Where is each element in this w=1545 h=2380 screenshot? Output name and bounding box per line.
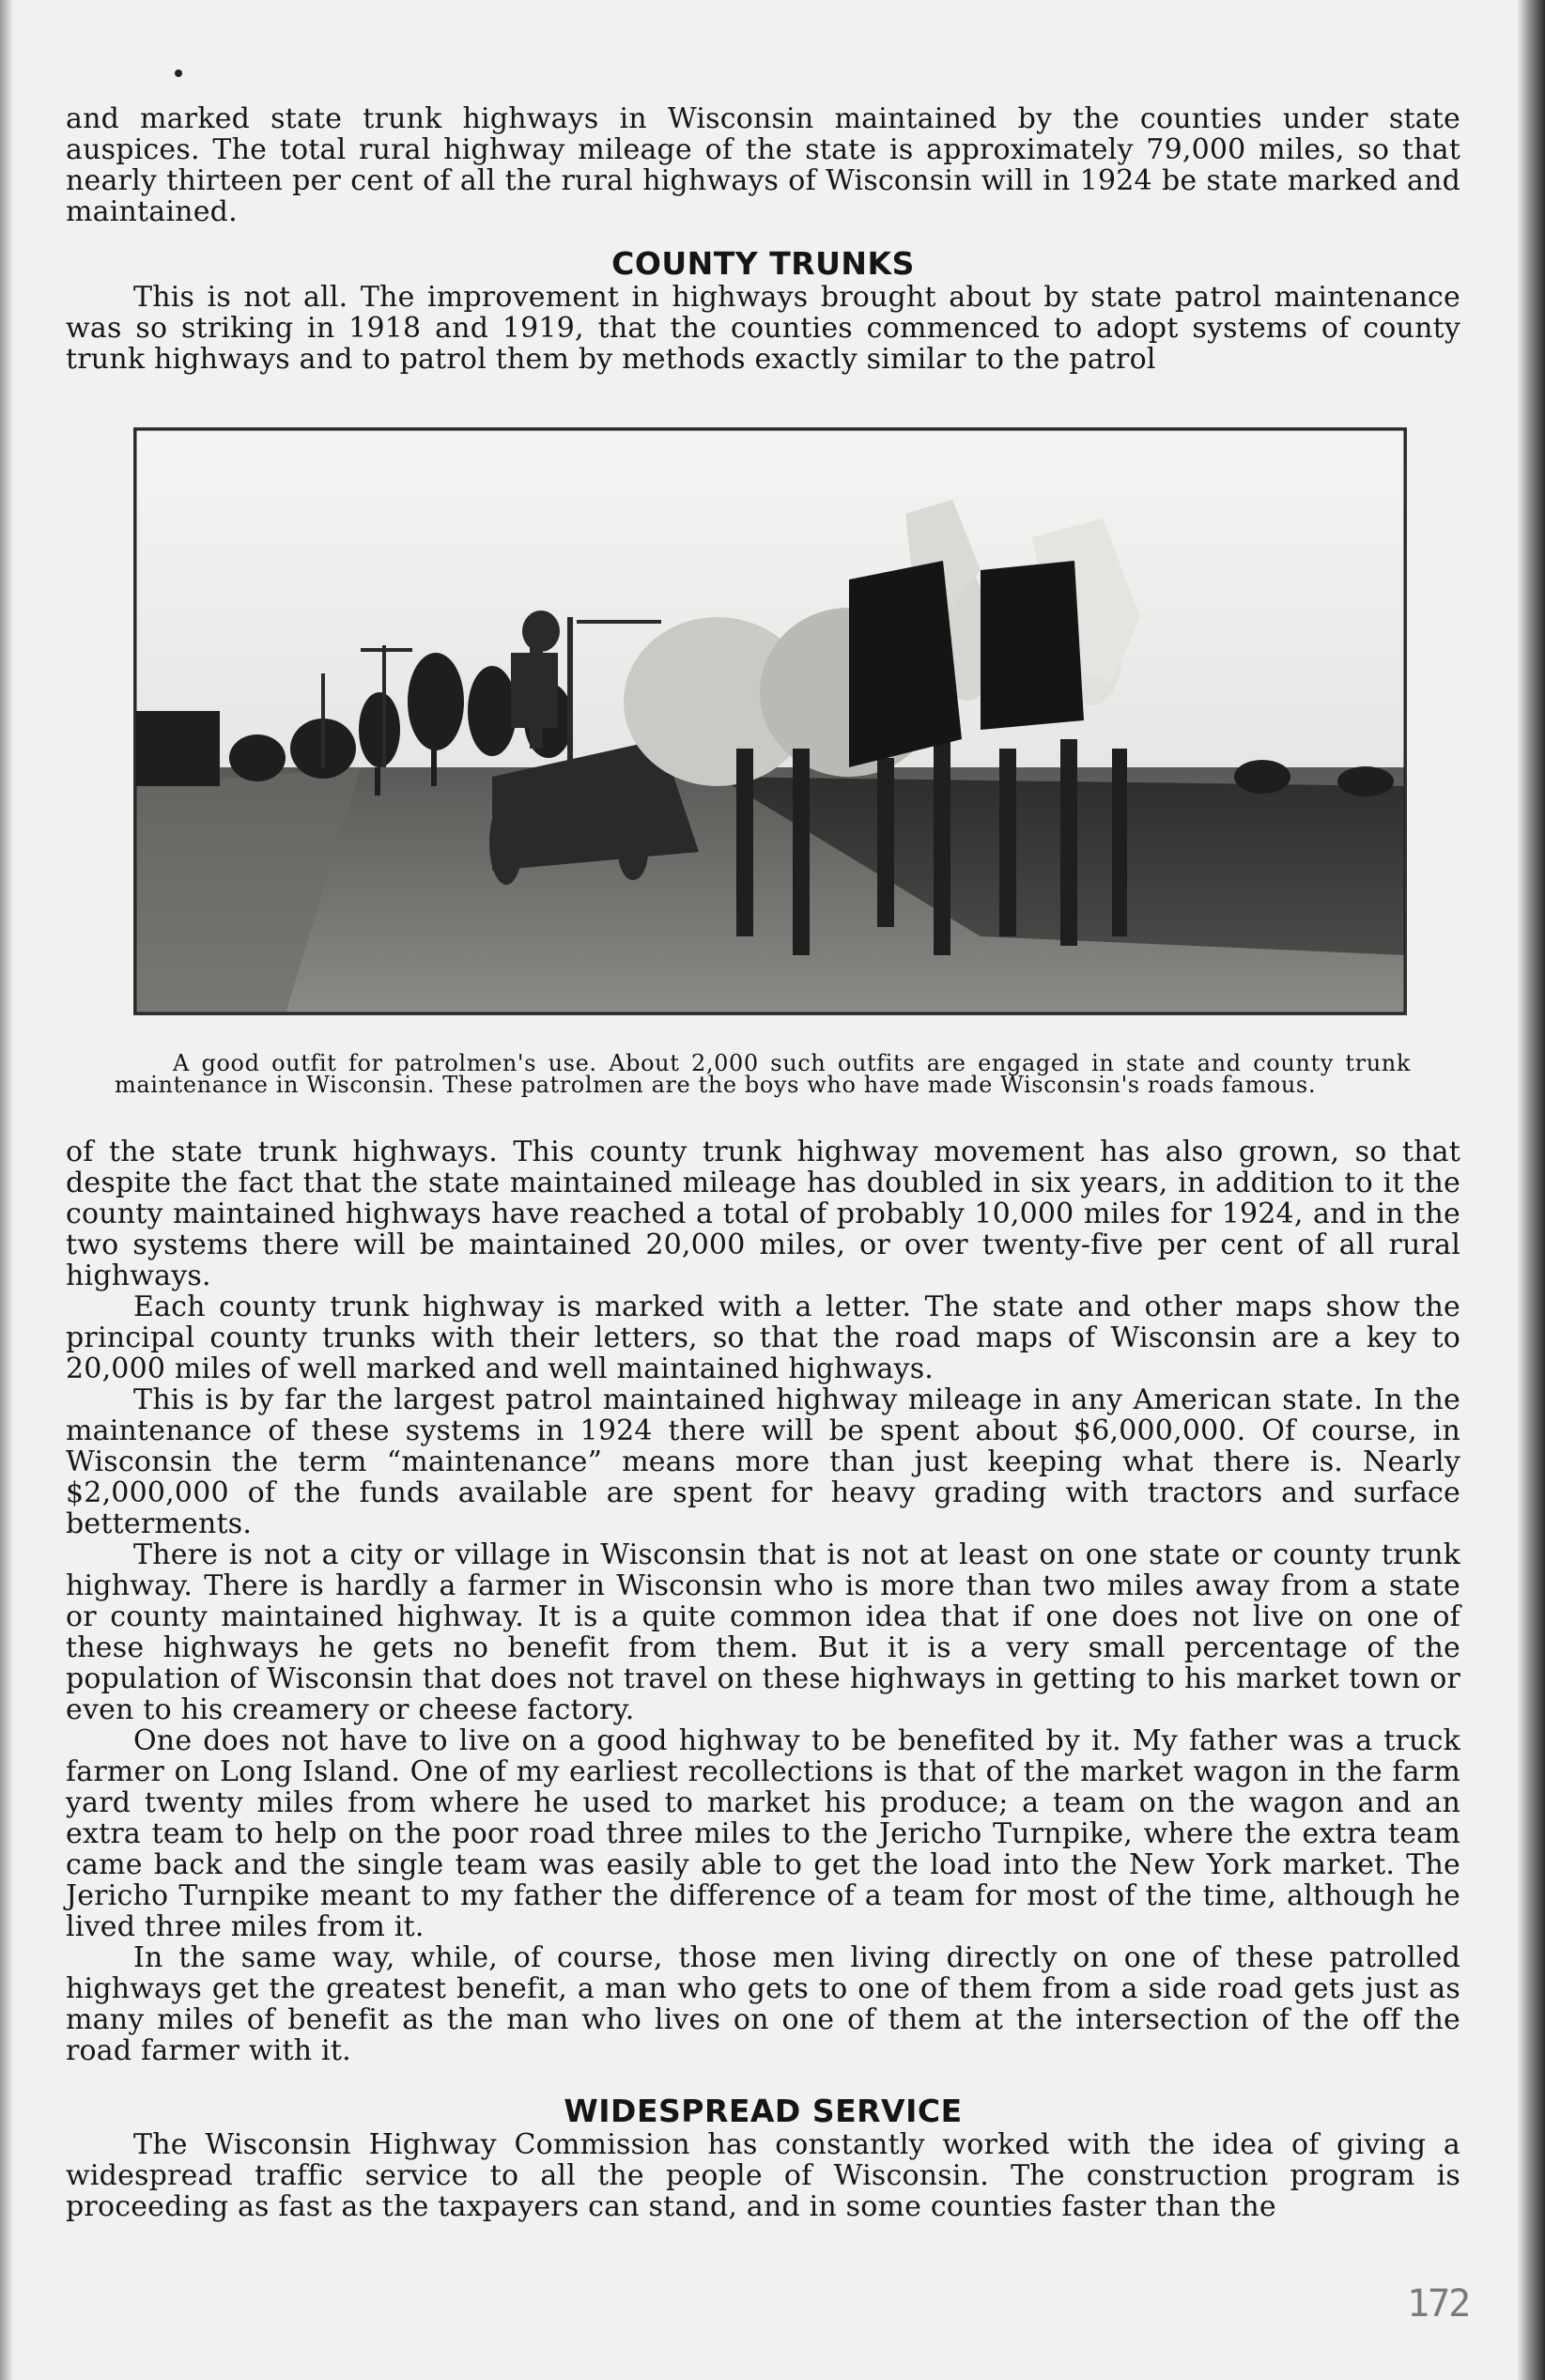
widespread-service-paragraph: The Wisconsin Highway Commission has constantly worked with the idea of giving a widespread traffic service to all the people of Wisconsin. The construction program is proceeding as fast as the taxpayers can stand, and in some counties faster than the — [66, 2128, 1460, 2223]
body-letter-paragraph: Each county trunk highway is marked with a letter. The state and other maps show the principal county trunks with their letters, so that the road maps of Wisconsin are a key to 20,000 miles of well marked and well maintained highways. — [66, 1290, 1460, 1385]
page-number: 172 — [1407, 2282, 1470, 2326]
photo-caption: A good outfit for patrolmen's use. About 2,000 such outfits are engaged in state and county trunk maintenance in Wisconsin. These patrolmen are the boys who have made Wisconsin's roads famous. — [115, 1050, 1411, 1098]
print-speck — [175, 70, 182, 77]
photo-illustration — [135, 429, 1405, 1013]
body-father-paragraph: One does not have to live on a good highway to be benefited by it. My father was a truck farmer on Long Island. One of my earliest recollections is that of the market wagon in the farm yard twenty miles from where he used to market his produce; a team on the wagon and an extra team to help on the poor road three miles to the Jericho Turnpike, where the extra team came back and the single team was easily able to get the load into the New York market. The Jericho Turnpike meant to my father the difference of a team for most of the time, although he lived three miles from it. — [66, 1724, 1460, 1943]
page-left-shadow — [0, 0, 13, 2380]
photo-horse-team-patrol-outfit — [133, 427, 1407, 1015]
county-trunks-paragraph: This is not all. The improvement in highways brought about by state patrol maintenance was so striking in 1918 and 1919, that the counties commenced to adopt systems of county trunk highways and to patrol them by methods exactly similar to the patrol — [66, 281, 1460, 376]
page-right-shadow — [1517, 0, 1545, 2380]
body-same-way-paragraph: In the same way, while, of course, those men living directly on one of these patrolled highways get the greatest benefit, a man who gets to one of them from a side road gets just as many miles of benefit as the man who lives on one of them at the intersection of the off the road farmer with it. — [66, 1941, 1460, 2067]
intro-paragraph: and marked state trunk highways in Wisconsin maintained by the counties under state auspices. The total rural highway mileage of the state is approximately 79,000 miles, so that nearly thirteen per cent of all the rural highways of Wisconsin will in 1924 be state marked and maintained. — [66, 102, 1460, 228]
body-largest-paragraph: This is by far the largest patrol maintained highway mileage in any American state. In the maintenance of these systems in 1924 there will be spent about $6,000,000. Of course, in Wisconsin the term “maintenance” means more than just keeping what there is. Nearly $2,000,000 of the funds available are spent for heavy grading with tractors and surface betterments. — [66, 1383, 1460, 1540]
body-city-paragraph: There is not a city or village in Wisconsin that is not at least on one state or county trunk highway. There is hardly a farmer in Wisconsin who is more than two miles away from a state or county maintained highway. It is a quite common idea that if one does not live on one of these highways he gets no benefit from them. But it is a very small percentage of the population of Wisconsin that does not travel on these highways in getting to his market town or even to his creamery or cheese factory. — [66, 1538, 1460, 1726]
heading-widespread-service: WIDESPREAD SERVICE — [564, 2093, 963, 2129]
body-continuation-paragraph: of the state trunk highways. This county trunk highway movement has also grown, so that despite the fact that the state maintained mileage has doubled in six years, in addition to it the county maintained highways have reached a total of probably 10,000 miles for 1924, and in the two systems there will be maintained 20,000 miles, or over twenty-five per cent of all rural highways. — [66, 1136, 1460, 1292]
heading-county-trunks: COUNTY TRUNKS — [611, 245, 915, 282]
